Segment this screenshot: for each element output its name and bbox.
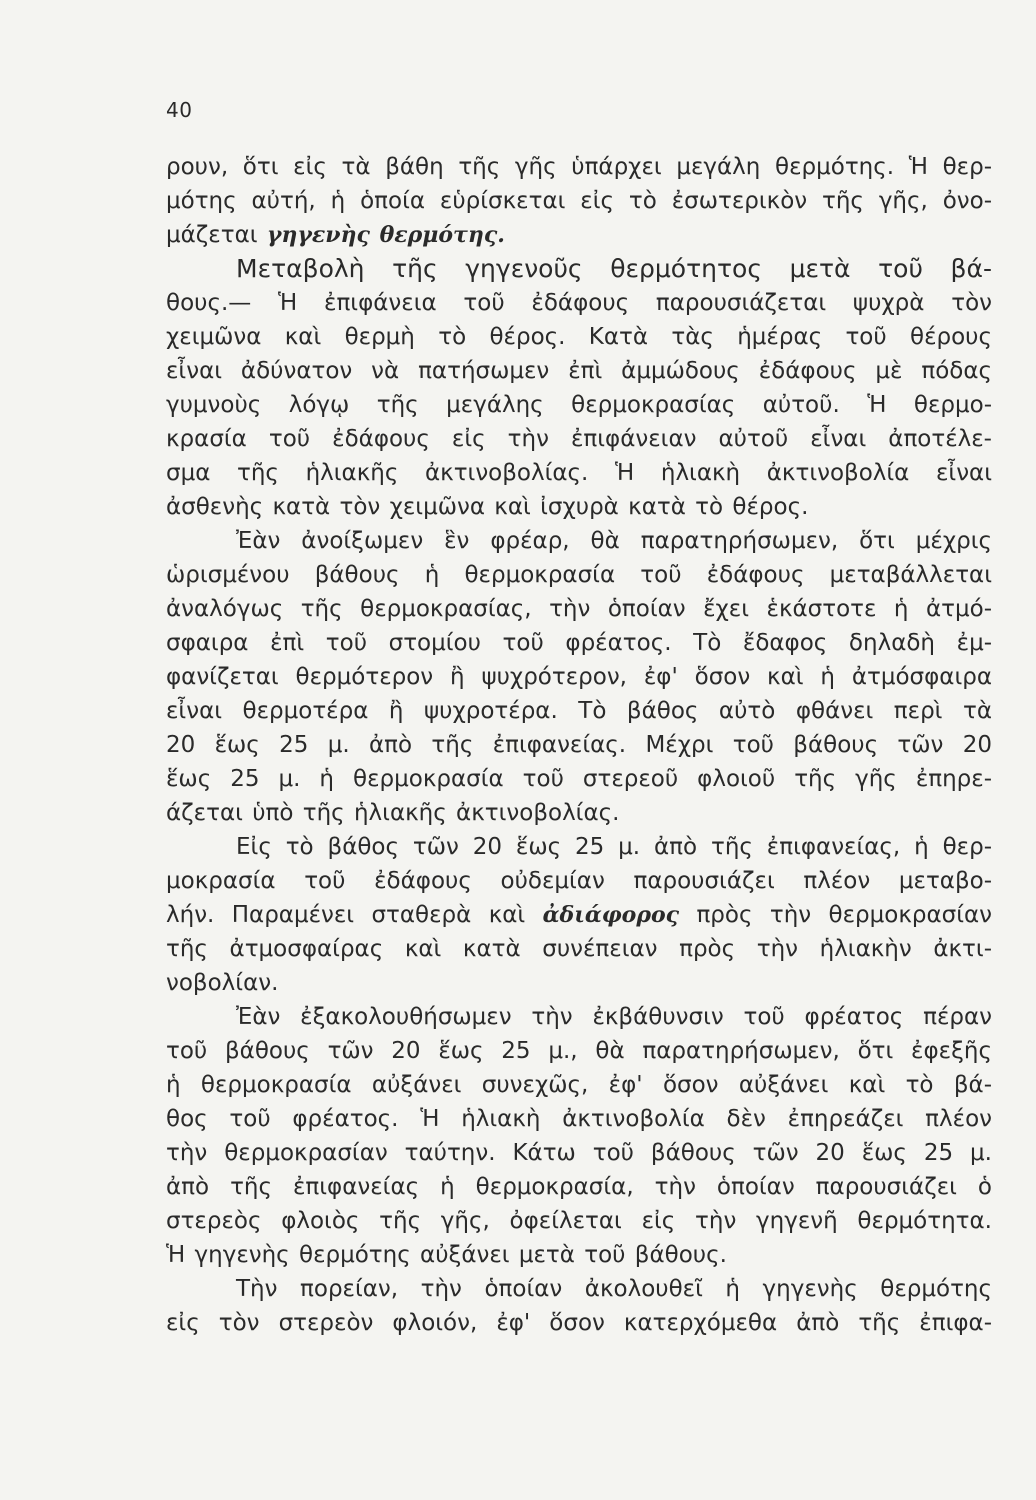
text-line: ἀναλόγως τῆς θερμοκρασίας, τὴν ὁποίαν ἔχει ἑκάστοτε ἡ ἀτμό-	[166, 596, 992, 622]
text-line: εἰς τὸν στερεὸν φλοιόν, ἐφ' ὅσον κατερχόμεθα ἀπὸ τῆς ἐπιφα-	[166, 1310, 992, 1336]
text-line: εἶναι θερμοτέρα ἢ ψυχροτέρα. Τὸ βάθος αὐτὸ φθάνει περὶ τὰ	[166, 698, 992, 724]
text-line: ἕως 25 μ. ἡ θερμοκρασία τοῦ στερεοῦ φλοιοῦ τῆς γῆς ἐπηρε-	[166, 766, 992, 792]
text-line: ὡρισμένου βάθους ἡ θερμοκρασία τοῦ ἐδάφους μεταβάλλεται	[166, 562, 992, 588]
text-line: ἀσθενὴς κατὰ τὸν χειμῶνα καὶ ἰσχυρὰ κατὰ τὸ θέρος.	[166, 494, 809, 520]
section-title: Μεταβολὴ τῆς γηγενοῦς θερμότητος μετὰ τοῦ βά-	[236, 254, 992, 283]
text-line: Ἡ γηγενὴς θερμότης αὐξάνει μετὰ τοῦ βάθους.	[166, 1242, 727, 1268]
text-line: κρασία τοῦ ἐδάφους εἰς τὴν ἐπιφάνειαν αὐτοῦ εἶναι ἀποτέλε-	[166, 426, 992, 452]
text-line: εἶναι ἀδύνατον νὰ πατήσωμεν ἐπὶ ἀμμώδους ἐδάφους μὲ πόδας	[166, 358, 992, 384]
text-line: άζεται ὑπὸ τῆς ἡλιακῆς ἀκτινοβολίας.	[166, 800, 620, 826]
text-line: μάζεται γηγενὴς θερμότης.	[166, 222, 505, 248]
text-line: σφαιρα ἐπὶ τοῦ στομίου τοῦ φρέατος. Τὸ ἔδαφος δηλαδὴ ἐμ-	[166, 630, 992, 656]
text-line: λήν. Παραμένει σταθερὰ καὶ ἀδιάφορος πρὸς τὴν θερμοκρασίαν	[166, 902, 992, 928]
text-line: γυμνοὺς λόγῳ τῆς μεγάλης θερμοκρασίας αὐτοῦ. Ἡ θερμο-	[166, 392, 992, 418]
text-line: ἡ θερμοκρασία αὐξάνει συνεχῶς, ἐφ' ὅσον αὐξάνει καὶ τὸ βά-	[166, 1072, 992, 1098]
page-number: 40	[166, 98, 193, 122]
text-line: θους.— Ἡ ἐπιφάνεια τοῦ ἐδάφους παρουσιάζεται ψυχρὰ τὸν	[166, 290, 992, 316]
text-line: μοκρασία τοῦ ἐδάφους οὐδεμίαν παρουσιάζει πλέον μεταβο-	[166, 868, 992, 894]
text-line: Τὴν πορείαν, τὴν ὁποίαν ἀκολουθεῖ ἡ γηγενὴς θερμότης	[236, 1276, 992, 1302]
text-line: χειμῶνα καὶ θερμὴ τὸ θέρος. Κατὰ τὰς ἡμέρας τοῦ θέρους	[166, 324, 992, 350]
term-highlight: ἀδιάφορος	[542, 902, 680, 928]
text-line: Εἰς τὸ βάθος τῶν 20 ἕως 25 μ. ἀπὸ τῆς ἐπιφανείας, ἡ θερ-	[236, 834, 992, 860]
text-line: τῆς ἀτμοσφαίρας καὶ κατὰ συνέπειαν πρὸς τὴν ἡλιακὴν ἀκτι-	[166, 936, 992, 962]
text-line: μότης αὐτή, ἡ ὁποία εὑρίσκεται εἰς τὸ ἐσωτερικὸν τῆς γῆς, ὀνο-	[166, 188, 992, 214]
text-line: 20 ἕως 25 μ. ἀπὸ τῆς ἐπιφανείας. Μέχρι τοῦ βάθους τῶν 20	[166, 732, 992, 758]
text-line: Ἐὰν ἀνοίξωμεν ἓν φρέαρ, θὰ παρατηρήσωμεν, ὅτι μέχρις	[236, 528, 992, 554]
text-line: τὴν θερμοκρασίαν ταύτην. Κάτω τοῦ βάθους τῶν 20 ἕως 25 μ.	[166, 1140, 992, 1166]
text-body	[166, 150, 992, 1340]
term-highlight: γηγενὴς θερμότης.	[266, 222, 505, 248]
text-line: Ἐὰν ἐξακολουθήσωμεν τὴν ἐκβάθυνσιν τοῦ φρέατος πέραν	[236, 1004, 992, 1030]
text-line: ρουν, ὅτι εἰς τὰ βάθη τῆς γῆς ὑπάρχει μεγάλη θερμότης. Ἡ θερ-	[166, 154, 992, 180]
text-line: τοῦ βάθους τῶν 20 ἕως 25 μ., θὰ παρατηρήσωμεν, ὅτι ἐφεξῆς	[166, 1038, 992, 1064]
text-line: σμα τῆς ἡλιακῆς ἀκτινοβολίας. Ἡ ἡλιακὴ ἀκτινοβολία εἶναι	[166, 460, 992, 486]
text-line: φανίζεται θερμότερον ἢ ψυχρότερον, ἐφ' ὅσον καὶ ἡ ἀτμόσφαιρα	[166, 664, 992, 690]
text-line: στερεὸς φλοιὸς τῆς γῆς, ὀφείλεται εἰς τὴν γηγενῆ θερμότητα.	[166, 1208, 992, 1234]
text-line: ἀπὸ τῆς ἐπιφανείας ἡ θερμοκρασία, τὴν ὁποίαν παρουσιάζει ὁ	[166, 1174, 992, 1200]
text-line: θος τοῦ φρέατος. Ἡ ἡλιακὴ ἀκτινοβολία δὲν ἐπηρεάζει πλέον	[166, 1106, 992, 1132]
text-line: νοβολίαν.	[166, 970, 279, 996]
